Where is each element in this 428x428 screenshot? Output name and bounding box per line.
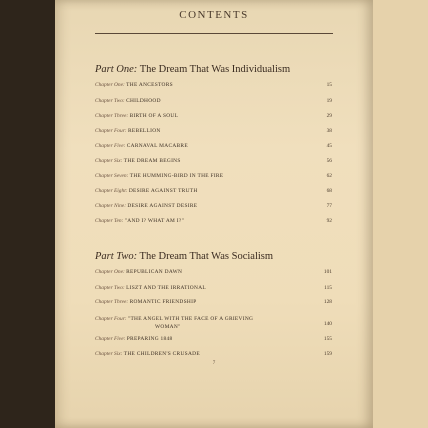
toc-row: [95, 172, 332, 181]
header-rule: [95, 33, 333, 34]
chapter-title: ROMANTIC FRIENDSHIP: [129, 299, 197, 305]
toc-row: [95, 315, 332, 333]
toc-row: [95, 157, 332, 166]
background-left: [0, 0, 55, 428]
chapter-number: Chapter Five:: [95, 336, 126, 342]
chapter-title: LISZT AND THE IRRATIONAL: [126, 285, 206, 291]
page-folio: 7: [212, 361, 216, 366]
toc-row: [95, 284, 332, 293]
page-number: 155: [323, 336, 332, 342]
page-number: 38: [326, 128, 332, 134]
chapter-number: Chapter Two:: [95, 98, 125, 104]
page-number: 15: [326, 82, 332, 88]
chapter-title: CHILDHOOD: [126, 98, 161, 104]
toc-row: [95, 187, 332, 196]
chapter-title: DESIRE AGAINST DESIRE: [127, 203, 198, 209]
chapter-title: "THE ANGEL WITH THE FACE OF A GRIEVING: [127, 316, 254, 322]
toc-row: [95, 335, 332, 344]
background-right: [373, 0, 428, 428]
part-label: Part One:: [95, 64, 138, 75]
chapter-number: Chapter Five:: [95, 143, 126, 149]
chapter-number: Chapter Six:: [95, 158, 123, 164]
toc-row: [95, 127, 332, 136]
part-two-heading: [95, 251, 273, 262]
part-one-heading: [95, 64, 290, 75]
toc-row: [95, 202, 332, 211]
chapter-title: THE CHILDREN'S CRUSADE: [123, 351, 200, 357]
chapter-title: THE HUMMING-BIRD IN THE FIRE: [129, 173, 224, 179]
chapter-title-continued: WOMAN": [155, 324, 181, 330]
page-number: 128: [323, 299, 332, 305]
chapter-number: Chapter Ten:: [95, 218, 124, 224]
page-number: 101: [323, 269, 332, 275]
toc-row: [95, 142, 332, 151]
page-number: 92: [326, 218, 332, 224]
chapter-title: THE DREAM BEGINS: [123, 158, 181, 164]
page-number: 77: [326, 203, 332, 209]
chapter-number: Chapter Two:: [95, 285, 125, 291]
page-number: 115: [324, 285, 332, 291]
chapter-number: Chapter Four:: [95, 128, 127, 134]
chapter-number: Chapter One:: [95, 269, 125, 275]
page-number: 159: [323, 351, 332, 357]
chapter-title: THE ANCESTORS: [126, 82, 173, 88]
toc-row: [95, 350, 332, 359]
toc-row: [95, 112, 332, 121]
part-label: Part Two:: [95, 251, 138, 262]
page-number: 29: [326, 113, 332, 119]
page-number: 45: [326, 143, 332, 149]
page-number: 68: [326, 188, 332, 194]
chapter-number: Chapter One:: [95, 82, 125, 88]
book-page: [55, 0, 373, 428]
toc-row: [95, 217, 332, 226]
chapter-number: Chapter Seven:: [95, 173, 129, 179]
chapter-title: BIRTH OF A SOUL: [129, 113, 179, 119]
page-number: 56: [326, 158, 332, 164]
toc-row: [95, 268, 332, 277]
chapter-title: CARNAVAL MACABRE: [126, 143, 188, 149]
page-number: 140: [323, 321, 332, 327]
page-number: 62: [326, 173, 332, 179]
part-title: The Dream That Was Individualism: [139, 64, 291, 75]
chapter-number: Chapter Three:: [95, 113, 129, 119]
toc-row: [95, 298, 332, 307]
toc-row: [95, 81, 332, 90]
chapter-title: "AND I? WHAT AM I?": [124, 218, 185, 224]
page-number: 19: [326, 98, 332, 104]
chapter-number: Chapter Six:: [95, 351, 123, 357]
toc-row: [95, 97, 332, 106]
chapter-number: Chapter Four:: [95, 316, 127, 322]
chapter-title: DESIRE AGAINST TRUTH: [128, 188, 198, 194]
chapter-number: Chapter Three:: [95, 299, 129, 305]
part-title: The Dream That Was Socialism: [139, 251, 274, 262]
page-title: CONTENTS: [179, 9, 249, 21]
chapter-title: REBELLION: [127, 128, 161, 134]
chapter-title: PREPARING 1848: [126, 336, 173, 342]
chapter-number: Chapter Nine:: [95, 203, 126, 209]
chapter-number: Chapter Eight:: [95, 188, 128, 194]
chapter-title: REPUBLICAN DAWN: [126, 269, 183, 275]
